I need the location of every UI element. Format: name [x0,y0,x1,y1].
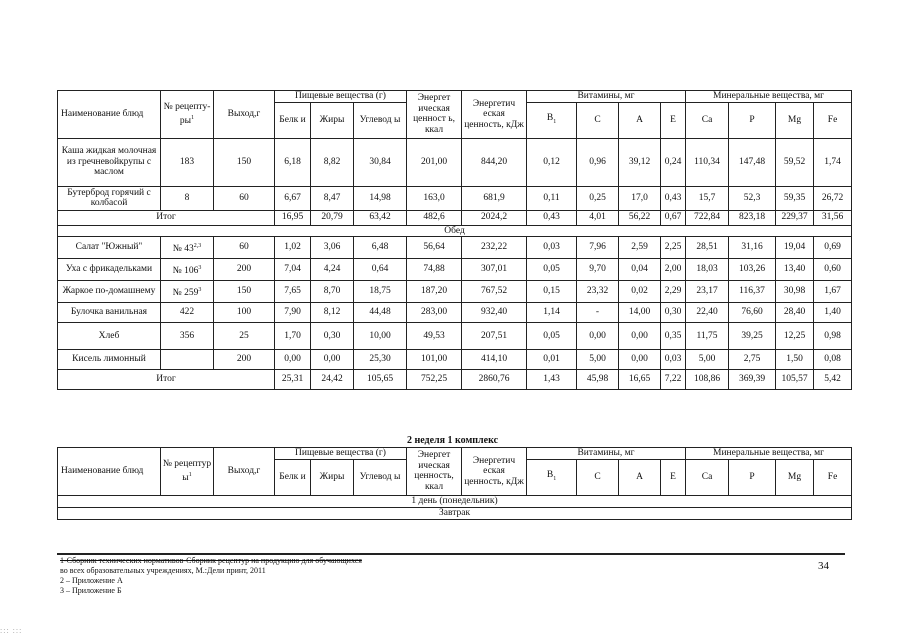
yield-value: 60 [214,237,275,259]
value-cell: 116,37 [729,281,776,303]
value-cell: 0,04 [619,259,661,281]
recipe-number-text: № 43 [172,243,194,254]
value-cell: 0,96 [577,138,619,186]
total-value: 16,95 [275,210,311,225]
value-cell: 26,72 [814,186,852,210]
col-carbs: Углевод ы [354,102,407,138]
value-cell: 1,70 [275,323,311,350]
col-name: Наименование блюд [58,91,161,139]
value-cell: 17,0 [619,186,661,210]
value-cell: 28,40 [776,303,814,323]
value-cell: 0,69 [814,237,852,259]
table-row [58,259,852,281]
col-vitamins: Витамины, мг [527,91,686,103]
col-minerals: Минеральные вещества, мг [686,91,852,103]
footnote-1-cont: во всех образовательных учреждениях, М.:Дели принт, 2011 [60,566,266,575]
col-a: A [619,459,661,495]
value-cell: 59,52 [776,138,814,186]
value-cell: 19,04 [776,237,814,259]
dish-name: Хлеб [58,323,161,350]
value-cell: 0,15 [527,281,577,303]
col-e: E [661,459,686,495]
dish-name: Каша жидкая молочная из гречневойкрупы с маслом [58,138,161,186]
value-cell: - [577,303,619,323]
value-cell: 8,47 [311,186,354,210]
value-cell: 0,00 [619,350,661,370]
value-cell: 2,75 [729,350,776,370]
recipe-number-text: № 259 [172,287,199,298]
value-cell: 201,00 [407,138,462,186]
yield-value: 60 [214,186,275,210]
col-minerals: Минеральные вещества, мг [686,448,852,460]
table-row [58,186,852,210]
col-protein: Белк и [275,102,311,138]
value-cell: 0,08 [814,350,852,370]
yield-value: 25 [214,323,275,350]
recipe-number: 183 [161,138,214,186]
col-c: C [577,102,619,138]
total-value: 24,42 [311,370,354,390]
value-cell: 1,50 [776,350,814,370]
value-cell: 0,00 [619,323,661,350]
yield-value: 200 [214,350,275,370]
value-cell: 163,0 [407,186,462,210]
value-cell: 0,01 [527,350,577,370]
recipe-number-text: № 106 [172,265,199,276]
value-cell: 12,25 [776,323,814,350]
section-row [58,225,852,237]
footnote-1: 1-Сборник технических нормативов-Сборник рецептур на продукцию для обучающихся [60,556,362,565]
table-body [58,495,852,519]
col-a: A [619,102,661,138]
value-cell: 18,75 [354,281,407,303]
value-cell: 0,60 [814,259,852,281]
value-cell: 39,12 [619,138,661,186]
table-header [58,448,852,496]
footnote-ref: 3 [198,286,202,293]
yield-value: 150 [214,281,275,303]
value-cell: 25,30 [354,350,407,370]
value-cell: 23,32 [577,281,619,303]
value-cell: 2,25 [661,237,686,259]
value-cell: 0,00 [311,350,354,370]
total-value: 823,18 [729,210,776,225]
value-cell: 1,14 [527,303,577,323]
header-row [58,448,852,460]
total-value: 31,56 [814,210,852,225]
col-energy-kj: Энергетич еская ценность, кДж [462,448,527,496]
value-cell: 44,48 [354,303,407,323]
col-energy-kcal: Энергет ическая ценност ь, ккал [407,91,462,139]
col-carbs: Углевод ы [354,459,407,495]
value-cell: 7,96 [577,237,619,259]
value-cell: 7,04 [275,259,311,281]
value-cell: 681,9 [462,186,527,210]
footnote-ref: 3 [198,264,202,271]
dish-name: Уха с фрикадельками [58,259,161,281]
total-row [58,370,852,390]
total-value: 105,57 [776,370,814,390]
value-cell: 11,75 [686,323,729,350]
value-cell: 9,70 [577,259,619,281]
recipe-number: 356 [161,323,214,350]
value-cell: 147,48 [729,138,776,186]
value-cell: 22,40 [686,303,729,323]
col-ca: Ca [686,102,729,138]
value-cell: 74,88 [407,259,462,281]
value-cell: 76,60 [729,303,776,323]
recipe-number [161,281,214,303]
recipe-number [161,350,214,370]
col-vitamins: Витамины, мг [527,448,686,460]
value-cell: 1,02 [275,237,311,259]
value-cell: 18,03 [686,259,729,281]
col-b1-text: B [546,469,554,480]
value-cell: 0,43 [661,186,686,210]
value-cell: 14,00 [619,303,661,323]
footnote-ref: 1 [191,114,195,121]
value-cell: 283,00 [407,303,462,323]
total-value: 7,22 [661,370,686,390]
value-cell: 103,26 [729,259,776,281]
value-cell: 49,53 [407,323,462,350]
page-number: 34 [818,560,829,572]
recipe-number [161,237,214,259]
value-cell: 2,59 [619,237,661,259]
value-cell: 0,11 [527,186,577,210]
table-row [58,281,852,303]
total-value: 482,6 [407,210,462,225]
recipe-number: 8 [161,186,214,210]
dish-name: Бутерброд горячий с колбасой [58,186,161,210]
col-b1-text: B [546,112,554,123]
total-value: 369,39 [729,370,776,390]
col-b1-sub: 1 [553,475,557,482]
value-cell: 56,64 [407,237,462,259]
col-e: E [661,102,686,138]
dish-name: Кисель лимонный [58,350,161,370]
total-value: 0,67 [661,210,686,225]
day-row [58,495,852,507]
nutrition-table-week2 [57,447,852,520]
value-cell: 307,01 [462,259,527,281]
recipe-number: 422 [161,303,214,323]
value-cell: 6,18 [275,138,311,186]
value-cell: 5,00 [577,350,619,370]
table-row [58,303,852,323]
yield-value: 150 [214,138,275,186]
value-cell: 13,40 [776,259,814,281]
value-cell: 2,29 [661,281,686,303]
value-cell: 207,51 [462,323,527,350]
footnote-ref: 2,3 [193,242,202,249]
table-row [58,237,852,259]
total-label: Итог [58,210,275,225]
footnote-ref: 1 [188,471,192,478]
value-cell: 10,00 [354,323,407,350]
col-p: P [729,102,776,138]
value-cell: 4,24 [311,259,354,281]
value-cell: 8,70 [311,281,354,303]
col-b1 [527,459,577,495]
value-cell: 2,00 [661,259,686,281]
col-recipe [161,91,214,139]
value-cell: 6,48 [354,237,407,259]
dish-name: Булочка ванильная [58,303,161,323]
value-cell: 6,67 [275,186,311,210]
total-value: 108,86 [686,370,729,390]
col-nutrients: Пищевые вещества (г) [275,448,407,460]
value-cell: 39,25 [729,323,776,350]
value-cell: 0,05 [527,323,577,350]
value-cell: 3,06 [311,237,354,259]
meal-label: Завтрак [58,507,852,519]
footnote-3: 3 – Приложение Б [60,586,122,595]
value-cell: 0,02 [619,281,661,303]
col-energy-kcal: Энергет ическая ценность, ккал [407,448,462,496]
footnotes [60,556,362,596]
footnote-divider [57,553,845,555]
value-cell: 0,35 [661,323,686,350]
total-value: 105,65 [354,370,407,390]
value-cell: 232,22 [462,237,527,259]
value-cell: 0,12 [527,138,577,186]
total-value: 20,79 [311,210,354,225]
value-cell: 1,67 [814,281,852,303]
value-cell: 30,98 [776,281,814,303]
total-value: 229,37 [776,210,814,225]
value-cell: 8,12 [311,303,354,323]
value-cell: 0,03 [527,237,577,259]
col-c: C [577,459,619,495]
value-cell: 0,64 [354,259,407,281]
value-cell: 23,17 [686,281,729,303]
value-cell: 187,20 [407,281,462,303]
table-row [58,323,852,350]
col-ca: Ca [686,459,729,495]
col-nutrients: Пищевые вещества (г) [275,91,407,103]
value-cell: 1,74 [814,138,852,186]
total-value: 25,31 [275,370,311,390]
value-cell: 59,35 [776,186,814,210]
yield-value: 100 [214,303,275,323]
value-cell: 767,52 [462,281,527,303]
value-cell: 0,30 [311,323,354,350]
value-cell: 15,7 [686,186,729,210]
col-protein: Белк и [275,459,311,495]
day-label: 1 день (понедельник) [58,495,852,507]
value-cell: 932,40 [462,303,527,323]
col-b1-sub: 1 [553,118,557,125]
table-body [58,138,852,390]
footnote-2: 2 – Приложение А [60,576,123,585]
value-cell: 7,90 [275,303,311,323]
value-cell: 52,3 [729,186,776,210]
col-p: P [729,459,776,495]
col-fat: Жиры [311,459,354,495]
total-row [58,210,852,225]
total-value: 56,22 [619,210,661,225]
value-cell: 0,24 [661,138,686,186]
total-value: 2024,2 [462,210,527,225]
meal-row [58,507,852,519]
table-row [58,350,852,370]
col-recipe-text: № рецептур ы [162,459,212,483]
total-value: 45,98 [577,370,619,390]
total-label: Итог [58,370,275,390]
value-cell: 1,40 [814,303,852,323]
value-cell: 414,10 [462,350,527,370]
value-cell: 844,20 [462,138,527,186]
total-value: 722,84 [686,210,729,225]
value-cell: 31,16 [729,237,776,259]
value-cell: 30,84 [354,138,407,186]
value-cell: 0,05 [527,259,577,281]
table-header [58,91,852,139]
col-recipe [161,448,214,496]
section-label: Обед [58,225,852,237]
value-cell: 0,00 [577,323,619,350]
value-cell: 0,00 [275,350,311,370]
table2-title: 2 неделя 1 комплекс [406,435,499,446]
col-name: Наименование блюд [58,448,161,496]
header-row [58,91,852,103]
yield-value: 200 [214,259,275,281]
col-recipe-text: № рецепту-ры [163,102,211,126]
value-cell: 28,51 [686,237,729,259]
col-yield: Выход,г [214,91,275,139]
value-cell: 110,34 [686,138,729,186]
value-cell: 0,03 [661,350,686,370]
total-value: 16,65 [619,370,661,390]
col-mg: Mg [776,102,814,138]
value-cell: 7,65 [275,281,311,303]
table-row [58,138,852,186]
col-energy-kj: Энергетич еская ценность, кДж [462,91,527,139]
total-value: 2860,76 [462,370,527,390]
total-value: 0,43 [527,210,577,225]
total-value: 752,25 [407,370,462,390]
total-value: 5,42 [814,370,852,390]
nutrition-table-week1 [57,90,852,390]
recipe-number [161,259,214,281]
col-yield: Выход,г [214,448,275,496]
value-cell: 14,98 [354,186,407,210]
total-value: 4,01 [577,210,619,225]
dish-name: Жаркое по-домашнему [58,281,161,303]
value-cell: 0,30 [661,303,686,323]
value-cell: 101,00 [407,350,462,370]
scan-artifact: ::: ::: [0,626,23,635]
dish-name: Салат "Южный" [58,237,161,259]
value-cell: 0,25 [577,186,619,210]
total-value: 1,43 [527,370,577,390]
value-cell: 0,98 [814,323,852,350]
col-fe: Fe [814,102,852,138]
col-fe: Fe [814,459,852,495]
value-cell: 8,82 [311,138,354,186]
col-fat: Жиры [311,102,354,138]
col-mg: Mg [776,459,814,495]
value-cell: 5,00 [686,350,729,370]
total-value: 63,42 [354,210,407,225]
col-b1 [527,102,577,138]
